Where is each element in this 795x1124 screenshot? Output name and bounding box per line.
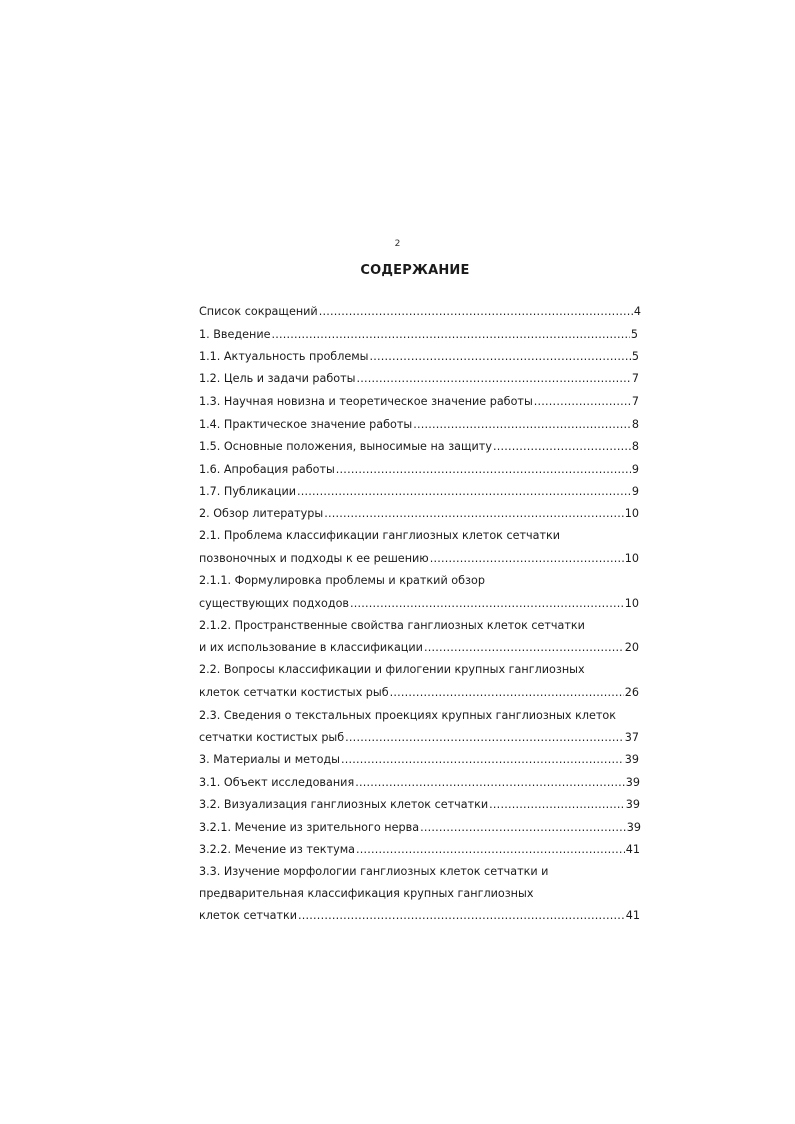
toc-entry-page: 10 (624, 507, 639, 520)
toc-entry-text: 1.1. Актуальность проблемы (199, 350, 369, 363)
toc-entry-page: 41 (625, 909, 640, 922)
toc-entry-page: 26 (624, 686, 639, 699)
toc-leader-dots (271, 327, 629, 343)
toc-entry-page: 39 (626, 821, 641, 834)
toc-entry-page: 8 (631, 418, 639, 431)
toc-entry (199, 327, 638, 343)
toc-entry-page: 7 (631, 395, 639, 408)
toc-entry-page: 20 (624, 641, 639, 654)
toc-entry-text: и их использование в классификации (199, 641, 423, 654)
toc-entry-text: 1.2. Цель и задачи работы (199, 372, 356, 385)
toc-entry (199, 506, 639, 522)
toc-leader-dots (324, 506, 624, 522)
toc-leader-dots (298, 908, 625, 924)
toc-entry-page: 4 (633, 305, 641, 318)
toc-entry-text: 3. Материалы и методы (199, 753, 340, 766)
toc-entry-page: 39 (625, 776, 640, 789)
toc-entry-continued (199, 528, 639, 544)
toc-entry (199, 775, 640, 791)
toc-leader-dots (493, 439, 631, 455)
toc-entry (199, 394, 639, 410)
toc-entry-continued (199, 573, 639, 589)
toc-entry-text: Список сокращений (199, 305, 318, 318)
toc-entry-text: 1.4. Практическое значение работы (199, 418, 413, 431)
toc-leader-dots (430, 551, 624, 567)
toc-leader-dots (424, 640, 624, 656)
toc-entry (199, 797, 640, 813)
toc-leader-dots (534, 394, 631, 410)
toc-entry (199, 462, 639, 478)
toc-title: СОДЕРЖАНИЕ (360, 263, 470, 278)
toc-entry (199, 417, 639, 433)
toc-leader-dots (356, 842, 625, 858)
toc-leader-dots (355, 775, 625, 791)
toc-entry-page: 5 (631, 350, 639, 363)
toc-entry-text: 1.3. Научная новизна и теоретическое значение работы (199, 395, 533, 408)
toc-entry (199, 908, 640, 924)
toc-leader-dots (370, 349, 631, 365)
toc-entry-page: 5 (630, 328, 638, 341)
toc-entry-page: 10 (624, 552, 639, 565)
toc-entry (199, 730, 639, 746)
toc-entry (199, 484, 639, 500)
toc-entry-text: 1.7. Публикации (199, 485, 297, 498)
toc-leader-dots (341, 752, 624, 768)
toc-entry-page: 39 (624, 753, 639, 766)
toc-entry (199, 820, 641, 836)
page-number: 2 (394, 239, 401, 249)
toc-leader-dots (336, 462, 631, 478)
toc-entry (199, 371, 639, 387)
toc-leader-dots (319, 304, 633, 320)
toc-entry (199, 640, 639, 656)
toc-leader-dots (489, 797, 625, 813)
toc-entry-continued (199, 662, 639, 678)
toc-entry-text: существующих подходов (199, 597, 350, 610)
toc-entry-page: 9 (631, 485, 639, 498)
toc-entry-text: позвоночных и подходы к ее решению (199, 552, 429, 565)
toc-leader-dots (413, 417, 631, 433)
toc-entry-text: 2.2. Вопросы классификации и филогении крупных ганглиозных (199, 663, 585, 676)
toc-entry (199, 439, 639, 455)
toc-entry-text: 3.2.2. Мечение из тектума (199, 843, 355, 856)
toc-entry (199, 842, 640, 858)
toc-entry-text: 2.1.1. Формулировка проблемы и краткий обзор (199, 574, 485, 587)
toc-entry-page: 7 (631, 372, 639, 385)
toc-entry-continued (199, 886, 639, 902)
toc-entry-text: предварительная классификация крупных ганглиозных (199, 887, 534, 900)
toc-entry-text: 3.2. Визуализация ганглиозных клеток сетчатки (199, 798, 489, 811)
toc-leader-dots (345, 730, 624, 746)
toc-entry-page: 39 (625, 798, 640, 811)
toc-entry-text: 2.1. Проблема классификации ганглиозных клеток сетчатки (199, 529, 561, 542)
toc-leader-dots (350, 596, 624, 612)
toc-entry-text: 2.3. Сведения о текстальных проекциях крупных ганглиозных клеток (199, 709, 617, 722)
toc-entry-text: сетчатки костистых рыб (199, 731, 345, 744)
toc-entry (199, 685, 639, 701)
toc-entry-text: 1. Введение (199, 328, 271, 341)
toc-entry-page: 9 (631, 463, 639, 476)
toc-entry-page: 41 (625, 843, 640, 856)
toc-entry-page: 8 (631, 440, 639, 453)
toc-entry-continued (199, 708, 639, 724)
toc-leader-dots (420, 820, 626, 836)
toc-entry (199, 596, 639, 612)
toc-entry-text: 2. Обзор литературы (199, 507, 324, 520)
toc-entry-continued (199, 618, 639, 634)
toc-entry-text: 3.1. Объект исследования (199, 776, 355, 789)
toc-entry-text: клеток сетчатки костистых рыб (199, 686, 389, 699)
toc-leader-dots (356, 371, 630, 387)
toc-entry-text: клеток сетчатки (199, 909, 298, 922)
toc-entry-text: 1.5. Основные положения, выносимые на защиту (199, 440, 492, 453)
toc-leader-dots (390, 685, 624, 701)
toc-entry-text: 1.6. Апробация работы (199, 463, 335, 476)
toc-entry-page: 37 (624, 731, 639, 744)
toc-entry-text: 3.3. Изучение морфологии ганглиозных клеток сетчатки и (199, 865, 549, 878)
toc-entry-text: 2.1.2. Пространственные свойства ганглиозных клеток сетчатки (199, 619, 585, 632)
toc-entry-text: 3.2.1. Мечение из зрительного нерва (199, 821, 420, 834)
toc-leader-dots (297, 484, 631, 500)
toc-entry (199, 551, 639, 567)
toc-entry (199, 752, 639, 768)
toc-entry (199, 304, 641, 320)
toc-entry (199, 349, 639, 365)
toc-entry-continued (199, 864, 639, 880)
toc-entry-page: 10 (624, 597, 639, 610)
